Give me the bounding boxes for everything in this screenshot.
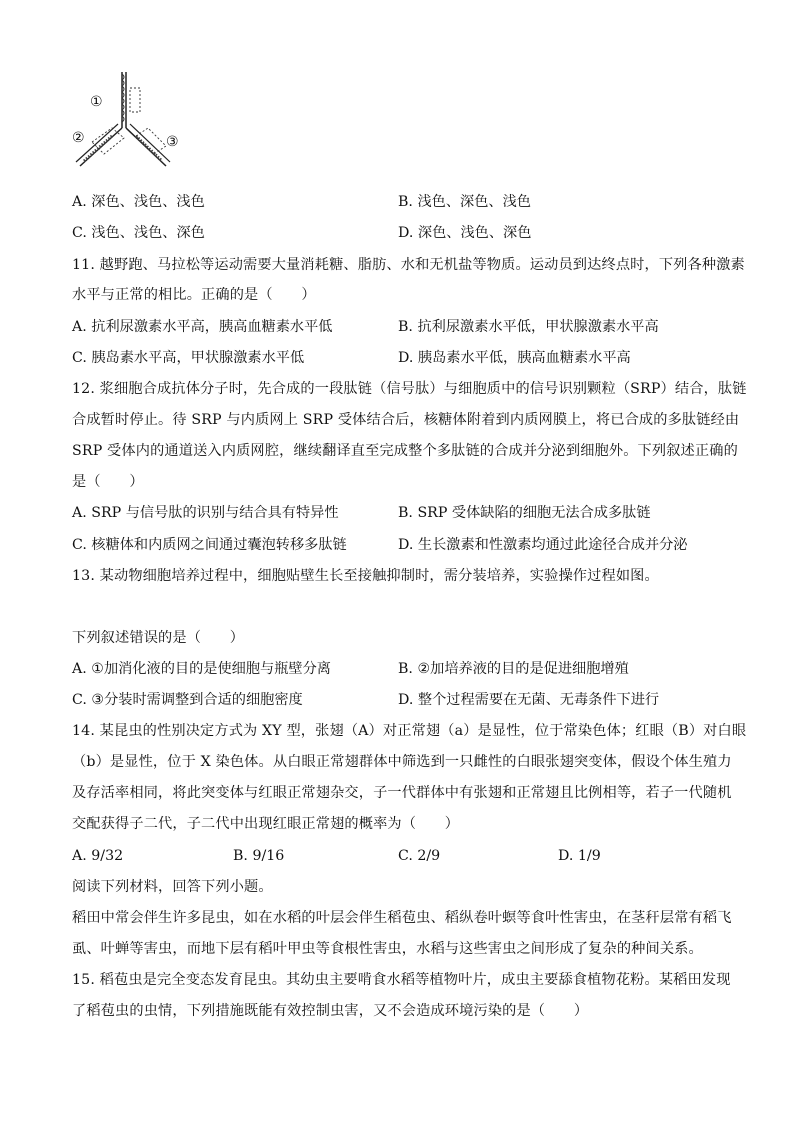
- q13-stem-line-2: 下列叙述错误的是（ ）: [72, 630, 245, 646]
- replication-fork-figure: [66, 66, 196, 176]
- q13-option-d: D. 整个过程需要在无菌、无毒条件下进行: [398, 692, 660, 708]
- q13-option-c: C. ③分装时需调整到合适的细胞密度: [72, 692, 303, 708]
- q15-stem-line-2: 了稻苞虫的虫情，下列措施既能有效控制虫害，又不会造成环境污染的是（ ）: [72, 1003, 589, 1019]
- q14-stem-line-1: 14. 某昆虫的性别决定方式为 XY 型，张翅（A）对正常翅（a）是显性，位于常染色体；红眼（B）对白眼: [72, 723, 747, 739]
- q14-stem-line-4: 交配获得子二代，子二代中出现红眼正常翅的概率为（ ）: [72, 816, 460, 832]
- q13-stem-line-1: 13. 某动物细胞培养过程中，细胞贴壁生长至接触抑制时，需分装培养，实验操作过程如图。: [72, 568, 659, 584]
- q12-stem-line-3: SRP 受体内的通道送入内质网腔，继续翻译直至完成整个多肽链的合成并分泌到细胞外。下列叙述正确的: [72, 443, 738, 459]
- q12-stem-line-4: 是（ ）: [72, 474, 144, 490]
- q15-stem-line-1: 15. 稻苞虫是完全变态发育昆虫。其幼虫主要啃食水稻等植物叶片，成虫主要舔食植物花粉。某稻田发现: [72, 972, 731, 988]
- material-line-2: 虱、叶蝉等害虫，而地下层有稻叶甲虫等食根性害虫，水稻与这些害虫之间形成了复杂的种间关系。: [72, 941, 703, 957]
- q10-option-b: B. 浅色、深色、浅色: [398, 194, 531, 210]
- q11-option-c: C. 胰岛素水平高，甲状腺激素水平低: [72, 350, 305, 366]
- q11-option-d: D. 胰岛素水平低，胰高血糖素水平高: [398, 350, 631, 366]
- q13-option-b: B. ②加培养液的目的是促进细胞增殖: [398, 661, 629, 677]
- q11-option-a: A. 抗利尿激素水平高，胰高血糖素水平低: [72, 319, 333, 335]
- figure-label-1: ①: [90, 94, 103, 110]
- q12-option-b: B. SRP 受体缺陷的细胞无法合成多肽链: [398, 505, 651, 521]
- material-line-1: 稻田中常会伴生许多昆虫，如在水稻的叶层会伴生稻苞虫、稻纵卷叶螟等食叶性害虫，在茎秆层常有稻飞: [72, 910, 732, 926]
- figure-label-2: ②: [72, 130, 85, 146]
- q12-stem-line-1: 12. 浆细胞合成抗体分子时，先合成的一段肽链（信号肽）与细胞质中的信号识别颗粒（SRP）结合，肽链: [72, 381, 747, 397]
- q10-option-d: D. 深色、浅色、深色: [398, 225, 532, 241]
- figure-label-3: ③: [166, 134, 179, 150]
- q11-stem-line-1: 11. 越野跑、马拉松等运动需要大量消耗糖、脂肪、水和无机盐等物质。运动员到达终点时，下列各种激素: [72, 257, 745, 273]
- q12-option-a: A. SRP 与信号肽的识别与结合具有特异性: [72, 505, 339, 521]
- q14-option-b: B. 9/16: [233, 848, 285, 864]
- q13-option-a: A. ①加消化液的目的是使细胞与瓶壁分离: [72, 661, 331, 677]
- q12-option-c: C. 核糖体和内质网之间通过囊泡转移多肽链: [72, 537, 347, 553]
- material-intro: 阅读下列材料，回答下列小题。: [72, 879, 273, 895]
- q10-option-a: A. 深色、浅色、浅色: [72, 194, 205, 210]
- q14-option-c: C. 2/9: [398, 848, 441, 864]
- q11-stem-line-2: 水平与正常的相比。正确的是（ ）: [72, 287, 316, 303]
- q10-option-c: C. 浅色、浅色、深色: [72, 225, 205, 241]
- q14-option-d: D. 1/9: [558, 848, 601, 864]
- q14-stem-line-2: （b）是显性，位于 X 染色体。从白眼正常翅群体中筛选到一只雌性的白眼张翅突变体，假设个体生殖力: [72, 754, 732, 770]
- q14-stem-line-3: 及存活率相同，将此突变体与红眼正常翅杂交，子一代群体中有张翅和正常翅且比例相等，若子一代随机: [72, 785, 732, 801]
- q11-option-b: B. 抗利尿激素水平低，甲状腺激素水平高: [398, 319, 659, 335]
- q12-option-d: D. 生长激素和性激素均通过此途径合成并分泌: [398, 537, 688, 553]
- q14-option-a: A. 9/32: [72, 848, 124, 864]
- q12-stem-line-2: 合成暂时停止。待 SRP 与内质网上 SRP 受体结合后，核糖体附着到内质网膜上，将已合成的多肽链经由: [72, 412, 740, 428]
